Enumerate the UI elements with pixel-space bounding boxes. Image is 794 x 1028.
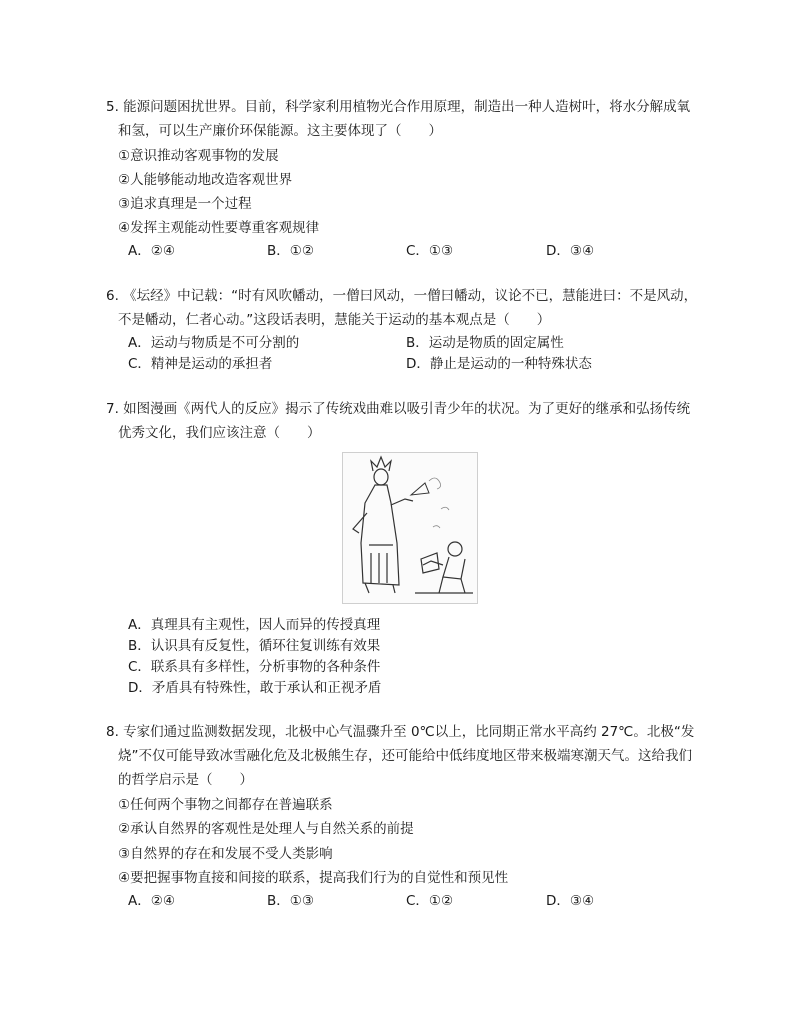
q5-item-2: ②人能够能动地改造客观世界 xyxy=(118,172,293,188)
q5-item-3: ③追求真理是一个过程 xyxy=(118,196,252,212)
q6-stem-line-2: 不是幡动，仁者心动。”这段话表明，慧能关于运动的基本观点是（ ） xyxy=(118,312,551,328)
q8-stem-line-3: 的哲学启示是（ ） xyxy=(118,772,253,788)
q6-option-d: D．静止是运动的一种特殊状态 xyxy=(406,356,592,372)
q5-item-4: ④发挥主观能动性要尊重客观规律 xyxy=(118,220,320,236)
q7-option-b: B．认识具有反复性，循环往复训练有效果 xyxy=(128,638,381,654)
q5-item-1: ①意识推动客观事物的发展 xyxy=(118,148,279,164)
q5-option-b: B．①② xyxy=(267,243,314,259)
q8-option-a: A．②④ xyxy=(128,893,175,909)
q6-stem-line-1: 6. 《坛经》中记载：“时有风吹幡动，一僧曰风动，一僧曰幡动，议论不已，慧能进曰：不是风动， xyxy=(106,288,698,304)
q6-option-c: C．精神是运动的承担者 xyxy=(128,356,273,372)
q7-stem-line-2: 优秀文化，我们应该注意（ ） xyxy=(118,425,321,441)
q8-item-3: ③自然界的存在和发展不受人类影响 xyxy=(118,846,333,862)
q7-option-c: C．联系具有多样性，分析事物的各种条件 xyxy=(128,659,381,675)
q8-option-c: C．①② xyxy=(406,893,454,909)
q8-option-d: D．③④ xyxy=(546,893,595,909)
q7-option-d: D．矛盾具有特殊性，敢于承认和正视矛盾 xyxy=(128,680,382,696)
q5-option-d: D．③④ xyxy=(546,243,595,259)
q6-option-a: A．运动与物质是不可分割的 xyxy=(128,335,300,351)
q7-stem-line-1: 7. 如图漫画《两代人的反应》揭示了传统戏曲难以吸引青少年的状况。为了更好的继承和弘扬传统 xyxy=(106,401,691,417)
q5-stem-line-2: 和氢，可以生产廉价环保能源。这主要体现了（ ） xyxy=(118,123,442,139)
q7-option-a: A．真理具有主观性，因人而异的传授真理 xyxy=(128,617,381,633)
q8-stem-line-2: 烧”不仅可能导致冰雪融化危及北极熊生存，还可能给中低纬度地区带来极端寒潮天气。这给我们 xyxy=(118,748,692,764)
q8-option-b: B．①③ xyxy=(267,893,314,909)
q8-item-4: ④要把握事物直接和间接的联系，提高我们行为的自觉性和预见性 xyxy=(118,870,509,886)
q5-stem-line-1: 5. 能源问题困扰世界。目前，科学家利用植物光合作用原理，制造出一种人造树叶，将水分解成氧 xyxy=(106,99,691,115)
q5-option-a: A．②④ xyxy=(128,243,175,259)
q8-item-1: ①任何两个事物之间都存在普遍联系 xyxy=(118,797,333,813)
q6-option-b: B．运动是物质的固定属性 xyxy=(406,335,564,351)
q8-item-2: ②承认自然界的客观性是处理人与自然关系的前提 xyxy=(118,821,414,837)
q5-option-c: C．①③ xyxy=(406,243,454,259)
cartoon-drawing xyxy=(343,453,477,603)
q8-stem-line-1: 8. 专家们通过监测数据发现，北极中心气温骤升至 0℃以上，比同期正常水平高约 27℃。北极“发 xyxy=(106,724,695,740)
cartoon-image xyxy=(342,452,478,604)
